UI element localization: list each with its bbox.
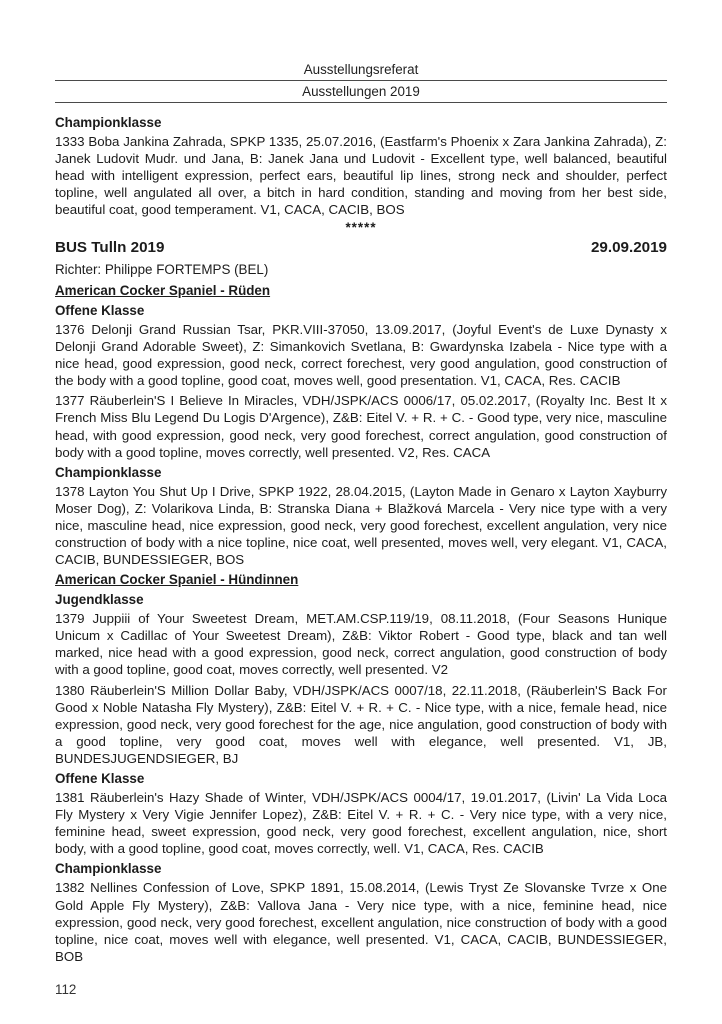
section-separator: ***** <box>345 220 377 236</box>
class-heading: Championklasse <box>55 115 162 130</box>
header-title: Ausstellungsreferat <box>55 62 667 81</box>
entry-paragraph: 1379 Juppiii of Your Sweetest Dream, MET.AM.CSP.119/19, 08.11.2018, (Four Seasons Hunique Unicum x Cadillac of Your Sweetest Dream), Z&B: Viktor Robert - Good type, black and tan well marked, nice head with a good expression, good neck, correct angulation, good construction of body with a good topline, good coat, moves correctly, well presented. V2 <box>55 611 667 678</box>
class-heading: Offene Klasse <box>55 302 145 318</box>
entry-paragraph: 1333 Boba Jankina Zahrada, SPKP 1335, 25.07.2016, (Eastfarm's Phoenix x Zara Jankina Zahrada), Z: Janek Ludovit Mudr. und Jana, B: Janek Jana und Ludovit - Excellent type, well balanced, beautiful head with intelligent expression, perfect ears, beautiful lip lines, strong neck and shoulder, perfect topline, well angulated all over, a bitch in hard condition, standing and moving from her best side, beautiful coat, good temperament. V1, CACA, CACIB, BOS <box>55 134 667 218</box>
document-header <box>55 62 667 103</box>
header-subtitle: Ausstellungen 2019 <box>55 84 667 103</box>
document-blocks <box>55 114 667 965</box>
show-header <box>55 239 667 257</box>
breed-heading <box>55 282 667 299</box>
class-heading: Championklasse <box>55 861 162 877</box>
breed-heading <box>55 571 667 588</box>
entry-paragraph: 1381 Räuberlein's Hazy Shade of Winter, VDH/JSPK/ACS 0004/17, 19.01.2017, (Livin' La Vida Loca Fly Mystery x Very Vigie Jennifer Lopez), Z&B: Eitel V. + R. + C. - Very nice type, with a very nice, feminine head, sweet expression, good neck, very good forechest, excellent angulation, nice, short body, with a good topline, good coat, moves correctly, well. V1, CACA, Res. CACIB <box>55 790 667 857</box>
show-title: BUS Tulln 2019 <box>55 239 165 257</box>
judge-line: Richter: Philippe FORTEMPS (BEL) <box>55 262 269 278</box>
entry-paragraph: 1378 Layton You Shut Up I Drive, SPKP 1922, 28.04.2015, (Layton Made in Genaro x Layton Xayburry Moser Dog), Z: Volarikova Linda, B: Stranska Diana + Blažková Marcela - Very nice type with a very nice, masculine head, nice expression, good neck, very good forechest, excellent angulation, very nice construction of body with a nice topline, nice coat, well presented, moves well, very elegant. V1, CACA, CACIB, BUNDESSIEGER, BOS <box>55 483 667 568</box>
class-heading: Offene Klasse <box>55 771 145 787</box>
entry-paragraph: 1382 Nellines Confession of Love, SPKP 1891, 15.08.2014, (Lewis Tryst Ze Slovanske Tvrze x One Gold Apple Fly Mystery), Z&B: Vallova Jana - Very nice type, with a nice, feminine head, nice expression, good neck, very good forechest, excellent angulation, nice construction of body with a good topline, nice coat, moves well with elegance, well presented. V1, CACA, CACIB, BUNDESSIEGER, BOB <box>55 880 667 964</box>
class-heading: Jugendklasse <box>55 592 144 608</box>
entry-paragraph: 1380 Räuberlein'S Million Dollar Baby, VDH/JSPK/ACS 0007/18, 22.11.2018, (Räuberlein'S Back For Good x Noble Natasha Fly Mystery), Z&B: Eitel V. + R. + C. - Nice type, with a nice, female head, nice expression, good neck, very good forechest for the age, nice angulation, good construction of body with a good topline, very good coat, moves well with elegance, well presented. V1, JB, BUNDESJUGENDSIEGER, BJ <box>55 682 667 766</box>
entry-paragraph: 1377 Räuberlein'S I Believe In Miracles, VDH/JSPK/ACS 0006/17, 05.02.2017, (Royalty Inc. Best It x French Miss Blu Legend Du Logis D'Argence), Z&B: Eitel V. + R. + C. - Good type, very nice, masculine head, with good expression, good neck, very good forechest, correct angulation, good construction of body with a good topline, moves correctly, well presented. V2, Res. CACA <box>55 393 667 460</box>
class-heading: Championklasse <box>55 464 162 480</box>
entry-paragraph: 1376 Delonji Grand Russian Tsar, PKR.VIII-37050, 13.09.2017, (Joyful Event's de Luxe Dynasty x Delonji Grand Adorable Sweet), Z: Simankovich Svetlana, B: Gwardynska Izabela - Nice type with a nice head, good expression, good neck, correct forechest, very good angulation, good construction of the body with a good topline, good coat, moves well, good presentation. V1, CACA, Res. CACIB <box>55 321 667 389</box>
page-number: 112 <box>55 982 77 997</box>
breed-heading-label: American Cocker Spaniel - Hündinnen <box>55 572 299 588</box>
breed-heading-label: American Cocker Spaniel - Rüden <box>55 282 271 298</box>
show-date: 29.09.2019 <box>590 239 667 257</box>
